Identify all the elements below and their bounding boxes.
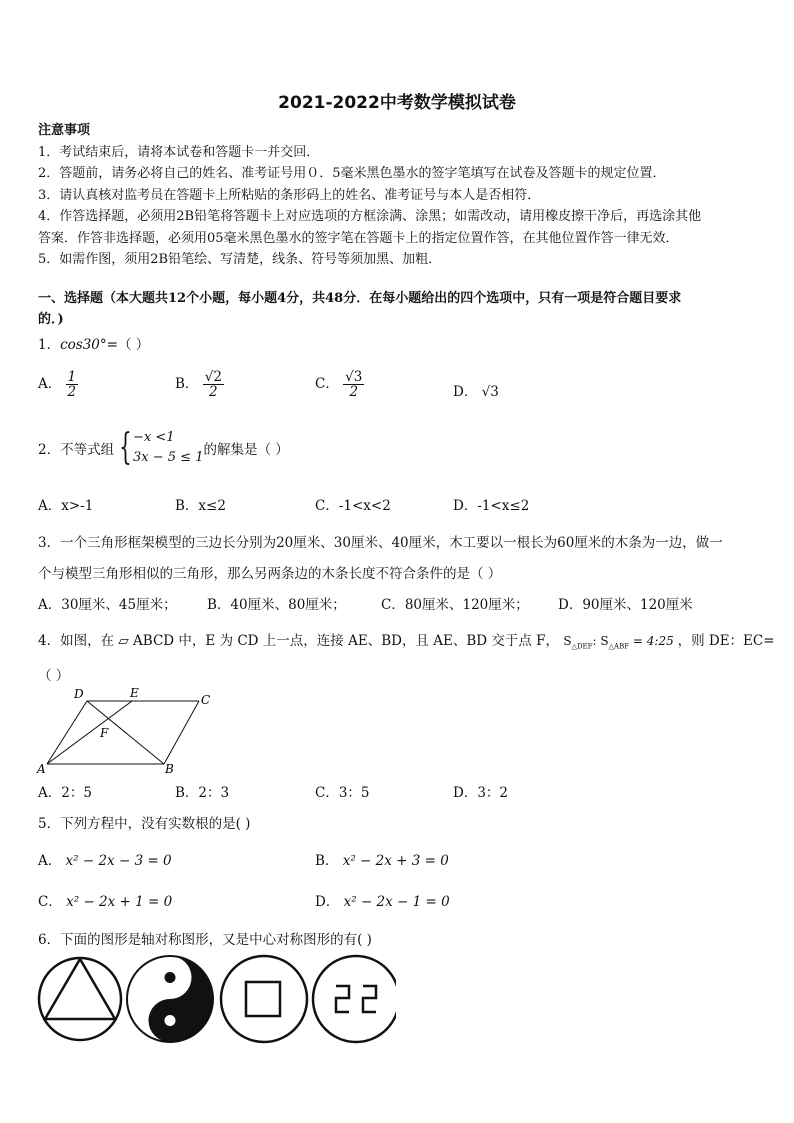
q4-option-d[interactable]: D．3：2 xyxy=(453,785,509,801)
q2-stem-pre: 2．不等式组 xyxy=(38,442,115,458)
edge-cb xyxy=(164,701,199,764)
sqrt-value: √3 xyxy=(481,384,499,400)
q2-option-b[interactable]: B．x≤2 xyxy=(175,498,226,514)
q5-option-d[interactable] xyxy=(315,890,450,910)
denominator: 2 xyxy=(67,384,77,401)
q3-stem-line1: 3．一个三角形框架模型的三边长分别为20厘米、30厘米、40厘米，木工要以一根长为60厘米的木条为一边，做一 xyxy=(38,535,723,551)
option-label: C． xyxy=(38,894,62,910)
q4-stem-line2: （ ） xyxy=(38,668,70,684)
q1-option-c[interactable] xyxy=(315,370,364,399)
ratio-value: = 4:25 xyxy=(632,634,674,648)
page-title: 2021-2022中考数学模拟试卷 xyxy=(278,93,516,113)
denominator: 2 xyxy=(349,384,359,401)
q6-stem: 6．下面的图形是轴对称图形，又是中心对称图形的有( ) xyxy=(38,932,372,948)
q3-option-b[interactable]: B．40厘米、80厘米； xyxy=(207,597,346,613)
q1-option-b[interactable] xyxy=(175,370,224,399)
option-label: A． xyxy=(38,853,62,869)
notes-heading: 注意事项 xyxy=(38,123,91,138)
label-d: D xyxy=(74,687,84,701)
label-c: C xyxy=(201,693,211,707)
inequality-system xyxy=(114,428,203,468)
notes-item: 5．如需作图，须用2B铅笔绘、写清楚，线条、符号等须加黑、加粗． xyxy=(38,252,442,267)
notes-item: 4．作答选择题，必须用2B铅笔将答题卡上对应选项的方框涂满、涂黑；如需改动，请用橡皮擦干净后，再选涂其他 xyxy=(38,209,702,224)
q5-option-c[interactable] xyxy=(38,890,172,910)
notes-item: 2．答题前，请务必将自己的姓名、准考证号用０．5毫米黑色墨水的签字笔填写在试卷及答题卡的规定位置． xyxy=(38,166,666,181)
q3-option-c[interactable]: C．80厘米、120厘米； xyxy=(381,597,529,613)
notes-item: 1．考试结束后，请将本试卷和答题卡一并交回． xyxy=(38,144,320,160)
q2-stem xyxy=(38,428,289,468)
ratio-colon: : xyxy=(592,634,597,648)
option-label: C． xyxy=(315,376,339,393)
notes-item: 3．请认真核对监考员在答题卡上所粘贴的条形码上的姓名、准考证号与本人是否相符． xyxy=(38,187,541,203)
inequality-1: −x <1 xyxy=(133,430,175,445)
area-subscript: △ABF xyxy=(608,642,630,651)
area-symbol: S xyxy=(600,634,609,648)
numerator: √2 xyxy=(204,369,222,385)
q2-option-c[interactable]: C．-1<x<2 xyxy=(315,498,391,514)
edge-ad xyxy=(47,701,87,764)
q4-text: 4．如图，在 ▱ ABCD 中，E 为 CD 上一点，连接 AE、BD，且 AE、BD 交于点 F， xyxy=(38,633,560,649)
section-heading-line2: 的．) xyxy=(38,312,64,327)
ratio-expression xyxy=(563,634,677,651)
q1-option-d[interactable] xyxy=(453,380,499,400)
equation: x² − 2x + 3 = 0 xyxy=(342,853,449,869)
notes-block xyxy=(38,120,758,271)
q2-option-a[interactable]: A．x>-1 xyxy=(38,498,94,514)
q4-stem-line1 xyxy=(38,629,775,650)
circle-triangle-figure xyxy=(39,958,121,1040)
notes-item: 答案．作答非选择题，必须用05毫米黑色墨水的签字笔在答题卡上的指定位置作答，在其他位置作答一律无效． xyxy=(38,230,679,246)
q1-stem-rest: =（ ） xyxy=(106,337,150,353)
q5-option-a[interactable] xyxy=(38,849,172,869)
q2-option-d[interactable]: D．-1<x≤2 xyxy=(453,498,530,514)
equation: x² − 2x − 3 = 0 xyxy=(65,853,172,869)
option-label: A． xyxy=(38,376,62,393)
equation: x² − 2x − 1 = 0 xyxy=(343,894,450,910)
section-heading-line1: 一、选择题（本大题共12个小题，每小题4分，共48分．在每小题给出的四个选项中，只有一项是符合题目要求 xyxy=(38,291,682,306)
circle-square-figure xyxy=(221,956,307,1042)
fraction xyxy=(343,370,364,399)
q1-number: 1． xyxy=(38,337,61,353)
q1-option-a[interactable] xyxy=(38,370,78,399)
segment-bd xyxy=(87,701,164,764)
parallelogram-figure xyxy=(34,686,234,776)
q2-stem-post: 的解集是（ ） xyxy=(203,442,289,458)
segment-ae xyxy=(47,701,132,764)
option-label: B． xyxy=(315,853,339,869)
option-label: B． xyxy=(175,376,199,393)
label-e: E xyxy=(130,686,139,700)
brace-icon: { xyxy=(119,427,132,468)
fraction xyxy=(203,370,224,399)
yin-yang-figure xyxy=(127,956,213,1042)
fraction xyxy=(66,370,79,399)
equation: x² − 2x + 1 = 0 xyxy=(66,894,173,910)
numerator: 1 xyxy=(67,369,77,385)
option-label: D． xyxy=(453,384,478,400)
label-f: F xyxy=(100,726,109,740)
q4-option-c[interactable]: C．3：5 xyxy=(315,785,370,801)
q3-option-d[interactable]: D．90厘米、120厘米 xyxy=(558,597,693,613)
label-a: A xyxy=(37,762,46,776)
area-symbol: S xyxy=(563,634,572,648)
q6-figures xyxy=(36,952,396,1048)
q5-stem: 5．下列方程中，没有实数根的是( ) xyxy=(38,816,251,832)
q4-option-b[interactable]: B．2：3 xyxy=(175,785,230,801)
inequality-2: 3x − 5 ≤ 1 xyxy=(133,450,204,465)
q3-option-a[interactable]: A．30厘米、45厘米； xyxy=(38,597,177,613)
area-subscript: △DEF xyxy=(571,642,593,651)
q4-option-a[interactable]: A．2：5 xyxy=(38,785,92,801)
q3-stem-line2: 个与模型三角形相似的三角形，那么另两条边的木条长度不符合条件的是（ ） xyxy=(38,566,502,582)
circle-pattern-figure xyxy=(313,956,396,1042)
q1-stem xyxy=(38,333,149,353)
q4-text-end: ，则 DE：EC= xyxy=(677,633,775,649)
label-b: B xyxy=(165,762,174,776)
denominator: 2 xyxy=(209,384,218,401)
option-label: D． xyxy=(315,894,340,910)
q5-option-b[interactable] xyxy=(315,849,449,869)
q1-math: cos30° xyxy=(60,337,107,353)
numerator: √3 xyxy=(345,369,363,385)
